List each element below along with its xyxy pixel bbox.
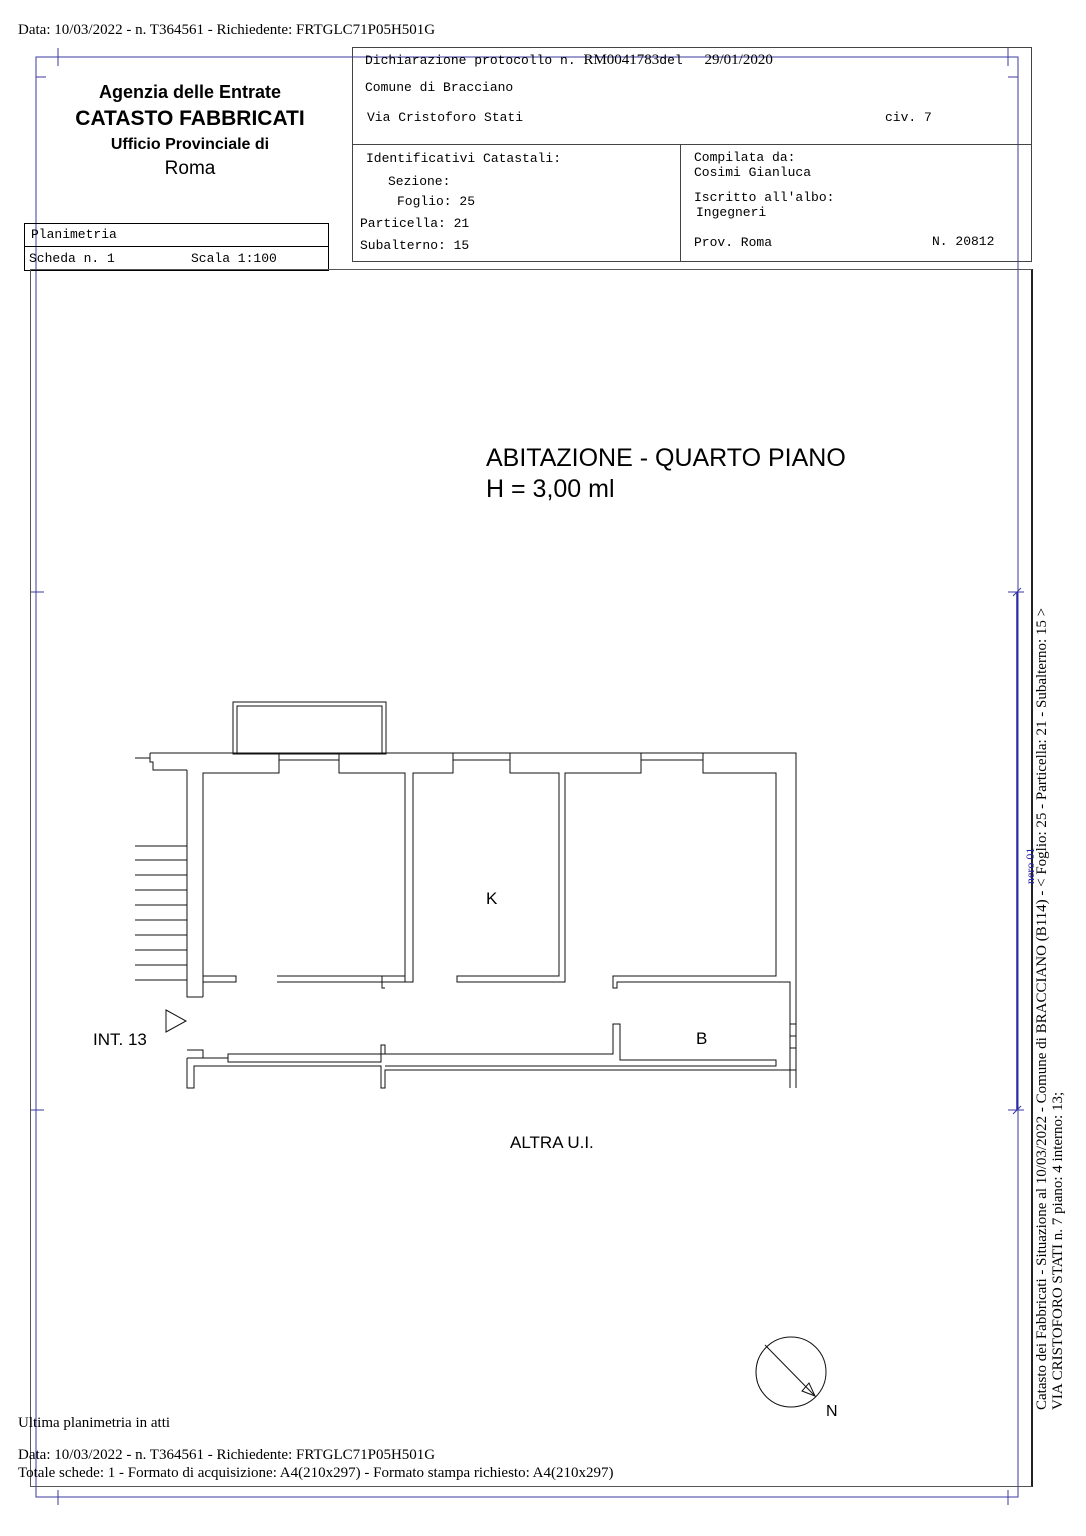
protocollo-del: del (659, 53, 683, 68)
stairs (135, 846, 187, 980)
compilata-label: Compilata da: (694, 150, 796, 165)
civico: civ. 7 (885, 110, 932, 125)
scheda-number: Scheda n. 1 (29, 251, 115, 266)
bottom-request-meta: Data: 10/03/2022 - n. T364561 - Richiedente: FRTGLC71P05H501G (18, 1447, 436, 1463)
room-label-b: B (696, 1029, 708, 1048)
planimetria-label: Planimetria (25, 224, 328, 247)
top-request-meta: Data: 10/03/2022 - n. T364561 - Richiedente: FRTGLC71P05H501G (18, 22, 436, 38)
foglio-value: Foglio: 25 (397, 194, 476, 209)
scala-value: Scala 1:100 (191, 251, 277, 266)
comune: Comune di Bracciano (365, 80, 514, 95)
via: Via Cristoforo Stati (367, 110, 524, 125)
bottom-format-meta: Totale schede: 1 - Formato di acquisizione: A4(210x297) - Formato stampa richiesto: A4(210x297) (18, 1465, 614, 1481)
iscritto-label: Iscritto all'albo: (694, 190, 835, 205)
protocollo-label: Dichiarazione protocollo n. (365, 53, 576, 68)
sezione-label: Sezione: (388, 174, 451, 189)
side-reference-line2: VIA CRISTOFORO STATI n. 7 piano: 4 interno: 13; (1050, 1091, 1066, 1410)
identificativi-title: Identificativi Catastali: (366, 151, 562, 166)
plan-title-line1: ABITAZIONE - QUARTO PIANO (486, 444, 846, 472)
balcony (233, 702, 386, 754)
particella-value: Particella: 21 (360, 216, 470, 231)
subalterno-value: Subalterno: 15 (360, 238, 470, 253)
side-cadastral-reference (1034, 608, 1066, 1410)
albo-number: N. 20812 (932, 234, 995, 249)
bottom-meta (18, 1446, 614, 1482)
protocollo-number: RM0041783 (583, 52, 660, 68)
plan-title-line2: H = 3,00 ml (486, 475, 615, 503)
side-reference-line1: Catasto dei Fabbricati - Situazione al 10/03/2022 - Comune di BRACCIANO (B114) - < Foglio: 25 - Particella: 21 - Subalterno: 15 > (1034, 607, 1050, 1410)
room-label-k: K (486, 889, 498, 908)
entrance-label: INT. 13 (93, 1030, 147, 1049)
compilata-name: Cosimi Gianluca (694, 165, 812, 180)
ultima-planimetria-note: Ultima planimetria in atti (18, 1415, 171, 1431)
north-label: N (826, 1403, 838, 1420)
entrance-arrow-icon (166, 1010, 186, 1032)
provincia: Prov. Roma (694, 235, 773, 250)
agency-name: Agenzia delle Entrate (98, 82, 282, 102)
other-unit-label: ALTRA U.I. (510, 1133, 594, 1152)
iscritto-value: Ingegneri (696, 205, 767, 220)
margin-mark: nero 01 (1023, 847, 1037, 884)
protocollo-date: 29/01/2020 (704, 52, 773, 68)
north-arrow-icon (756, 1337, 826, 1407)
catasto-title: CATASTO FABBRICATI (75, 107, 305, 130)
ufficio-label: Ufficio Provinciale di (110, 136, 270, 153)
ufficio-city: Roma (164, 158, 216, 179)
